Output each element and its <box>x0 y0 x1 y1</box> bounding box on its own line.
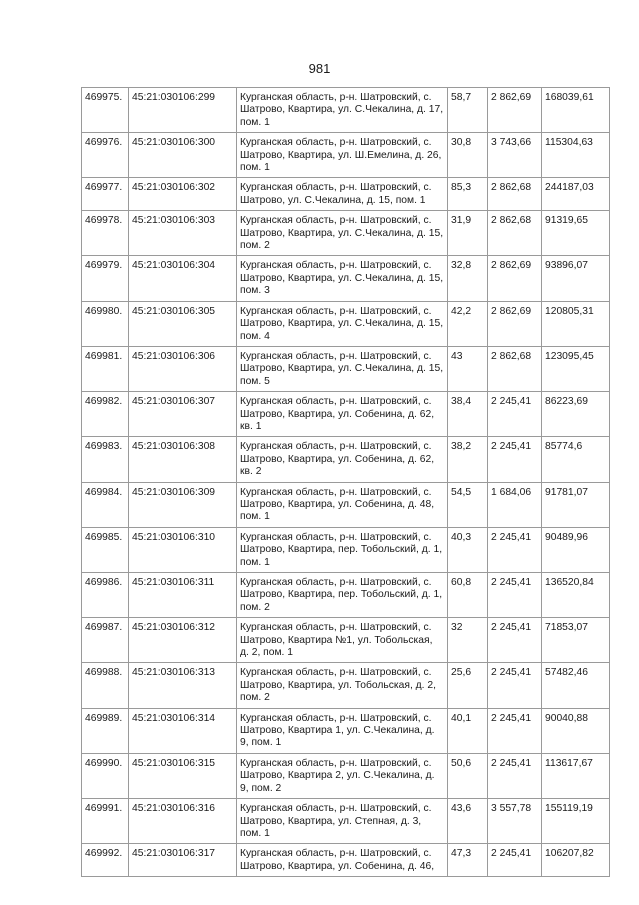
address-cell: Курганская область, р-н. Шатровский, с. Шатрово, Квартира, ул. Тобольская, д. 2, пом. 2 <box>237 663 448 708</box>
rate-cell: 2 862,69 <box>488 88 542 133</box>
row-number-cell: 469991. <box>82 799 129 844</box>
cadastral-value-cell: 86223,69 <box>542 392 610 437</box>
area-cell: 32,8 <box>448 256 488 301</box>
cadastral-number-cell: 45:21:030106:304 <box>129 256 237 301</box>
page-number: 981 <box>308 61 331 76</box>
table-row <box>82 618 610 663</box>
row-number-cell: 469988. <box>82 663 129 708</box>
area-cell: 47,3 <box>448 844 488 877</box>
area-cell: 60,8 <box>448 573 488 618</box>
rate-cell: 2 245,41 <box>488 392 542 437</box>
address-cell: Курганская область, р-н. Шатровский, с. Шатрово, Квартира, ул. С.Чекалина, д. 17, пом. 1 <box>237 88 448 133</box>
registry-table-body <box>82 88 610 877</box>
cadastral-number-cell: 45:21:030106:317 <box>129 844 237 877</box>
table-row <box>82 799 610 844</box>
cadastral-value-cell: 57482,46 <box>542 663 610 708</box>
row-number-cell: 469990. <box>82 753 129 798</box>
area-cell: 32 <box>448 618 488 663</box>
table-row <box>82 178 610 211</box>
row-number-cell: 469981. <box>82 346 129 391</box>
row-number-cell: 469987. <box>82 618 129 663</box>
table-row <box>82 708 610 753</box>
cadastral-number-cell: 45:21:030106:308 <box>129 437 237 482</box>
cadastral-value-cell: 168039,61 <box>542 88 610 133</box>
rate-cell: 1 684,06 <box>488 482 542 527</box>
row-number-cell: 469979. <box>82 256 129 301</box>
row-number-cell: 469983. <box>82 437 129 482</box>
row-number-cell: 469982. <box>82 392 129 437</box>
rate-cell: 2 245,41 <box>488 618 542 663</box>
row-number-cell: 469984. <box>82 482 129 527</box>
area-cell: 38,4 <box>448 392 488 437</box>
area-cell: 58,7 <box>448 88 488 133</box>
cadastral-value-cell: 120805,31 <box>542 301 610 346</box>
cadastral-number-cell: 45:21:030106:311 <box>129 573 237 618</box>
rate-cell: 2 862,68 <box>488 178 542 211</box>
cadastral-value-cell: 123095,45 <box>542 346 610 391</box>
cadastral-number-cell: 45:21:030106:309 <box>129 482 237 527</box>
cadastral-value-cell: 91781,07 <box>542 482 610 527</box>
cadastral-number-cell: 45:21:030106:315 <box>129 753 237 798</box>
area-cell: 40,3 <box>448 527 488 572</box>
address-cell: Курганская область, р-н. Шатровский, с. Шатрово, Квартира, ул. Собенина, д. 62, кв. 2 <box>237 437 448 482</box>
address-cell: Курганская область, р-н. Шатровский, с. Шатрово, Квартира, ул. С.Чекалина, д. 15, пом. 4 <box>237 301 448 346</box>
rate-cell: 2 245,41 <box>488 844 542 877</box>
cadastral-value-cell: 106207,82 <box>542 844 610 877</box>
area-cell: 25,6 <box>448 663 488 708</box>
cadastral-value-cell: 90040,88 <box>542 708 610 753</box>
address-cell: Курганская область, р-н. Шатровский, с. Шатрово, Квартира, пер. Тобольский, д. 1, пом. 2 <box>237 573 448 618</box>
cadastral-number-cell: 45:21:030106:312 <box>129 618 237 663</box>
rate-cell: 2 245,41 <box>488 663 542 708</box>
cadastral-number-cell: 45:21:030106:310 <box>129 527 237 572</box>
area-cell: 50,6 <box>448 753 488 798</box>
row-number-cell: 469978. <box>82 211 129 256</box>
rate-cell: 2 245,41 <box>488 753 542 798</box>
row-number-cell: 469989. <box>82 708 129 753</box>
cadastral-number-cell: 45:21:030106:313 <box>129 663 237 708</box>
address-cell: Курганская область, р-н. Шатровский, с. Шатрово, Квартира, ул. Собенина, д. 48, пом. 1 <box>237 482 448 527</box>
cadastral-number-cell: 45:21:030106:302 <box>129 178 237 211</box>
cadastral-value-cell: 71853,07 <box>542 618 610 663</box>
area-cell: 30,8 <box>448 133 488 178</box>
cadastral-number-cell: 45:21:030106:306 <box>129 346 237 391</box>
area-cell: 42,2 <box>448 301 488 346</box>
address-cell: Курганская область, р-н. Шатровский, с. Шатрово, Квартира, ул. Собенина, д. 62, кв. 1 <box>237 392 448 437</box>
cadastral-number-cell: 45:21:030106:300 <box>129 133 237 178</box>
cadastral-value-cell: 90489,96 <box>542 527 610 572</box>
address-cell: Курганская область, р-н. Шатровский, с. Шатрово, ул. С.Чекалина, д. 15, пом. 1 <box>237 178 448 211</box>
table-row <box>82 753 610 798</box>
cadastral-value-cell: 113617,67 <box>542 753 610 798</box>
row-number-cell: 469986. <box>82 573 129 618</box>
rate-cell: 2 862,68 <box>488 346 542 391</box>
registry-table <box>81 87 610 877</box>
area-cell: 31,9 <box>448 211 488 256</box>
table-row <box>82 844 610 877</box>
address-cell: Курганская область, р-н. Шатровский, с. Шатрово, Квартира, ул. Степная, д. 3, пом. 1 <box>237 799 448 844</box>
row-number-cell: 469977. <box>82 178 129 211</box>
table-row <box>82 301 610 346</box>
cadastral-value-cell: 85774,6 <box>542 437 610 482</box>
table-row <box>82 88 610 133</box>
cadastral-number-cell: 45:21:030106:299 <box>129 88 237 133</box>
row-number-cell: 469992. <box>82 844 129 877</box>
area-cell: 85,3 <box>448 178 488 211</box>
rate-cell: 2 245,41 <box>488 527 542 572</box>
rate-cell: 2 862,69 <box>488 256 542 301</box>
cadastral-number-cell: 45:21:030106:305 <box>129 301 237 346</box>
rate-cell: 3 557,78 <box>488 799 542 844</box>
rate-cell: 2 245,41 <box>488 708 542 753</box>
cadastral-number-cell: 45:21:030106:314 <box>129 708 237 753</box>
address-cell: Курганская область, р-н. Шатровский, с. Шатрово, Квартира 1, ул. С.Чекалина, д. 9, пом. 1 <box>237 708 448 753</box>
cadastral-value-cell: 155119,19 <box>542 799 610 844</box>
table-row <box>82 133 610 178</box>
cadastral-value-cell: 244187,03 <box>542 178 610 211</box>
row-number-cell: 469980. <box>82 301 129 346</box>
rate-cell: 2 245,41 <box>488 573 542 618</box>
rate-cell: 2 862,69 <box>488 301 542 346</box>
cadastral-number-cell: 45:21:030106:307 <box>129 392 237 437</box>
area-cell: 54,5 <box>448 482 488 527</box>
rate-cell: 2 862,68 <box>488 211 542 256</box>
rate-cell: 2 245,41 <box>488 437 542 482</box>
address-cell: Курганская область, р-н. Шатровский, с. Шатрово, Квартира, ул. С.Чекалина, д. 15, пом. 3 <box>237 256 448 301</box>
cadastral-value-cell: 136520,84 <box>542 573 610 618</box>
table-row <box>82 527 610 572</box>
row-number-cell: 469985. <box>82 527 129 572</box>
rate-cell: 3 743,66 <box>488 133 542 178</box>
table-row <box>82 256 610 301</box>
address-cell: Курганская область, р-н. Шатровский, с. Шатрово, Квартира №1, ул. Тобольская, д. 2, пом. 1 <box>237 618 448 663</box>
row-number-cell: 469976. <box>82 133 129 178</box>
table-row <box>82 437 610 482</box>
address-cell: Курганская область, р-н. Шатровский, с. Шатрово, Квартира, ул. С.Чекалина, д. 15, пом. 2 <box>237 211 448 256</box>
area-cell: 43,6 <box>448 799 488 844</box>
area-cell: 43 <box>448 346 488 391</box>
address-cell: Курганская область, р-н. Шатровский, с. Шатрово, Квартира, ул. Собенина, д. 46, <box>237 844 448 877</box>
table-row <box>82 482 610 527</box>
cadastral-number-cell: 45:21:030106:316 <box>129 799 237 844</box>
area-cell: 40,1 <box>448 708 488 753</box>
area-cell: 38,2 <box>448 437 488 482</box>
table-row <box>82 573 610 618</box>
row-number-cell: 469975. <box>82 88 129 133</box>
table-row <box>82 663 610 708</box>
cadastral-value-cell: 115304,63 <box>542 133 610 178</box>
table-row <box>82 346 610 391</box>
address-cell: Курганская область, р-н. Шатровский, с. Шатрово, Квартира 2, ул. С.Чекалина, д. 9, пом. 2 <box>237 753 448 798</box>
table-row <box>82 392 610 437</box>
address-cell: Курганская область, р-н. Шатровский, с. Шатрово, Квартира, ул. С.Чекалина, д. 15, пом. 5 <box>237 346 448 391</box>
cadastral-number-cell: 45:21:030106:303 <box>129 211 237 256</box>
cadastral-value-cell: 91319,65 <box>542 211 610 256</box>
cadastral-value-cell: 93896,07 <box>542 256 610 301</box>
table-row <box>82 211 610 256</box>
address-cell: Курганская область, р-н. Шатровский, с. Шатрово, Квартира, пер. Тобольский, д. 1, пом. 1 <box>237 527 448 572</box>
address-cell: Курганская область, р-н. Шатровский, с. Шатрово, Квартира, ул. Ш.Емелина, д. 26, пом. 1 <box>237 133 448 178</box>
